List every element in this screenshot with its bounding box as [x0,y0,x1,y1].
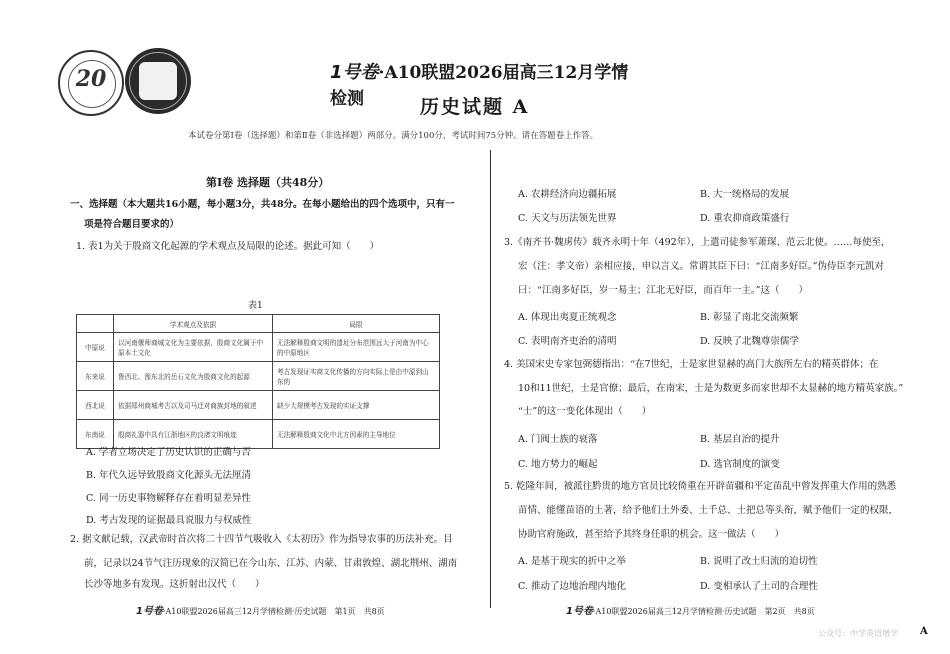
page-version-mark: A [920,626,928,637]
row-limit: 无法解释殷商文化中北方因素的主导地位 [273,420,440,449]
watermark: 公众号：中学英语增学 [818,629,898,638]
q5-option-d[interactable]: D. 变相承认了土司的合理性 [700,581,818,592]
footer-brand: 1号卷 [136,606,163,617]
q2-option-c[interactable]: C. 天文与历法领先世界 [518,213,617,224]
q5-line1: 5. 乾隆年间，被派往黔贵的地方官员比较倚重在开辟苗疆和平定苗乱中曾发挥重大作用的熟悉 [504,481,897,492]
q2-line3: 长沙等地多有发现。这折射出汉代（ ） [84,579,265,590]
q5-line3: 协助官府施政，甚至给予其终身任职的机会。这一做法（ ） [518,529,785,540]
q2-line2: 前，记录以24节气注历现象的汉简已在今山东、江苏、内蒙、甘肃敦煌、湖北荆州、湖南 [84,558,458,569]
q4-line1: 4. 美国宋史专家包弼德指出：“在7世纪，士是家世显赫的高门大族所左右的精英群体；在 [504,359,879,370]
row-basis: 依据郑州商城考古以及司马迁对商族封地的叙述 [114,391,273,420]
q5-line2: 苗情、能懂苗语的土著，给予他们土外委、土千总、土把总等头衔，赋予他们一定的权限， [518,505,899,516]
column-divider [490,150,491,608]
q1-option-d[interactable]: D. 考古发现的证据最具说服力与权威性 [86,515,252,526]
footer-brand: 1号卷 [566,606,593,617]
section-title: 第Ⅰ卷 选择题（共48分） [206,176,330,189]
row-label: 西北说 [77,391,114,420]
row-limit: 无法解释殷商文明的遗址分布范围远大于河南为中心的中原地区 [273,333,440,362]
school-alliance-logo [58,50,124,116]
section-instruction-line1: 一、选择题（本大题共16小题，每小题3分，共48分。在每小题给出的四个选项中，只有一 [70,199,455,210]
q2-option-b[interactable]: B. 大一统格局的发展 [700,189,790,200]
q4-line3: “士”的这一变化体现出（ ） [518,406,652,417]
table-header-basis: 学术观点及依据 [114,315,273,333]
row-basis: 以河南偃师商城文化为主要依据，殷商文化属于中原本土文化 [114,333,273,362]
q4-option-b[interactable]: B. 基层自治的提升 [700,434,780,445]
q3-line1: 3.《南齐书·魏虏传》载齐永明十年（492年），上遣司徒参军萧琛、范云北使。……每使至， [504,237,891,248]
footer-left-text: ·A10联盟2026届高三12月学情检测·历史试题 第1页 共8页 [162,607,385,616]
table-header-limit: 局限 [273,315,440,333]
q3-option-c[interactable]: C. 表明南齐吏治的清明 [518,336,617,347]
exam-title-text: ·A10联盟2026届高三12月学情检测 [330,63,629,109]
footer-left [136,602,385,617]
section-instruction-line2: 项是符合题目要求的） [84,219,180,230]
q3-option-b[interactable]: B. 彰显了南北交流频繁 [700,312,799,323]
row-limit: 缺少大规模考古发现的实证支撑 [273,391,440,420]
footer-right-text: ·A10联盟2026届高三12月学情检测·历史试题 第2页 共8页 [592,607,815,616]
education-logo [125,48,191,114]
q1-stem: 1. 表1为关于殷商文化起源的学术观点及局限的论述。据此可知（ ） [76,241,380,252]
q1-option-b[interactable]: B. 年代久远导致殷商文化源头无法厘清 [86,470,252,481]
q3-line3: 曰：“江南多好臣，岁一易主；江北无好臣，而百年一主。”这（ ） [518,285,808,296]
footer-right [566,602,815,617]
row-basis: 鲁西北、豫东北的岳石文化为殷商文化的起源 [114,362,273,391]
q1-option-c[interactable]: C. 同一历史事物解释存在着明显差异性 [86,493,251,504]
q5-option-c[interactable]: C. 推动了边地治理内地化 [518,581,626,592]
row-basis: 殷商礼器中具有江浙地区的良渚文明痕迹 [114,420,273,449]
q3-option-d[interactable]: D. 反映了北魏尊崇儒学 [700,336,799,347]
table-row [77,362,440,391]
row-limit: 考古发现证实商文化传播的方向实际上是由中原到山东的 [273,362,440,391]
exam-subtitle: 历史试题 A [420,96,530,118]
q4-option-d[interactable]: D. 选官制度的演变 [700,459,780,470]
row-label: 中原说 [77,333,114,362]
q2-option-a[interactable]: A. 农耕经济向边疆拓展 [518,189,617,200]
q4-option-c[interactable]: C. 地方势力的崛起 [518,459,598,470]
q4-line2: 10和11世纪，士是官僚；最后，在南宋，士是为数更多而家世却不太显赫的地方精英家族。” [518,383,904,394]
logo-number: 20 [75,66,107,92]
q1-table [76,314,440,449]
q2-option-d[interactable]: D. 重农抑商政策盛行 [700,213,790,224]
q5-option-b[interactable]: B. 说明了改土归流的迫切性 [700,556,818,567]
row-label: 东南说 [77,420,114,449]
q4-option-a[interactable]: A. 门阀士族的衰落 [518,434,598,445]
exam-intro: 本试卷分第Ⅰ卷（选择题）和第Ⅱ卷（非选择题）两部分。满分100分，考试时间75分钟。请在答题卷上作答。 [188,131,599,141]
table-row [77,391,440,420]
row-label: 东来说 [77,362,114,391]
q1-option-a[interactable]: A. 学者立场决定了历史认识的正确与否 [86,447,251,458]
logo-emblem [139,62,177,100]
table-header-row [77,315,440,333]
q3-option-a[interactable]: A. 体现出夷夏正统观念 [518,312,617,323]
brand-name: 1号卷 [330,62,379,83]
q2-line1: 2. 据文献记载，汉武帝时首次将二十四节气吸收入《太初历》作为指导农事的历法补充。目 [70,534,453,545]
q3-line2: 宏（注：孝文帝）亲相应接，申以言义。常谓其臣下曰：“江南多好臣。”伪侍臣李元凯对 [518,261,884,272]
table-header-blank [77,315,114,333]
table-title: 表1 [248,301,263,311]
q5-option-a[interactable]: A. 是基于现实的折中之举 [518,556,626,567]
table-row [77,333,440,362]
